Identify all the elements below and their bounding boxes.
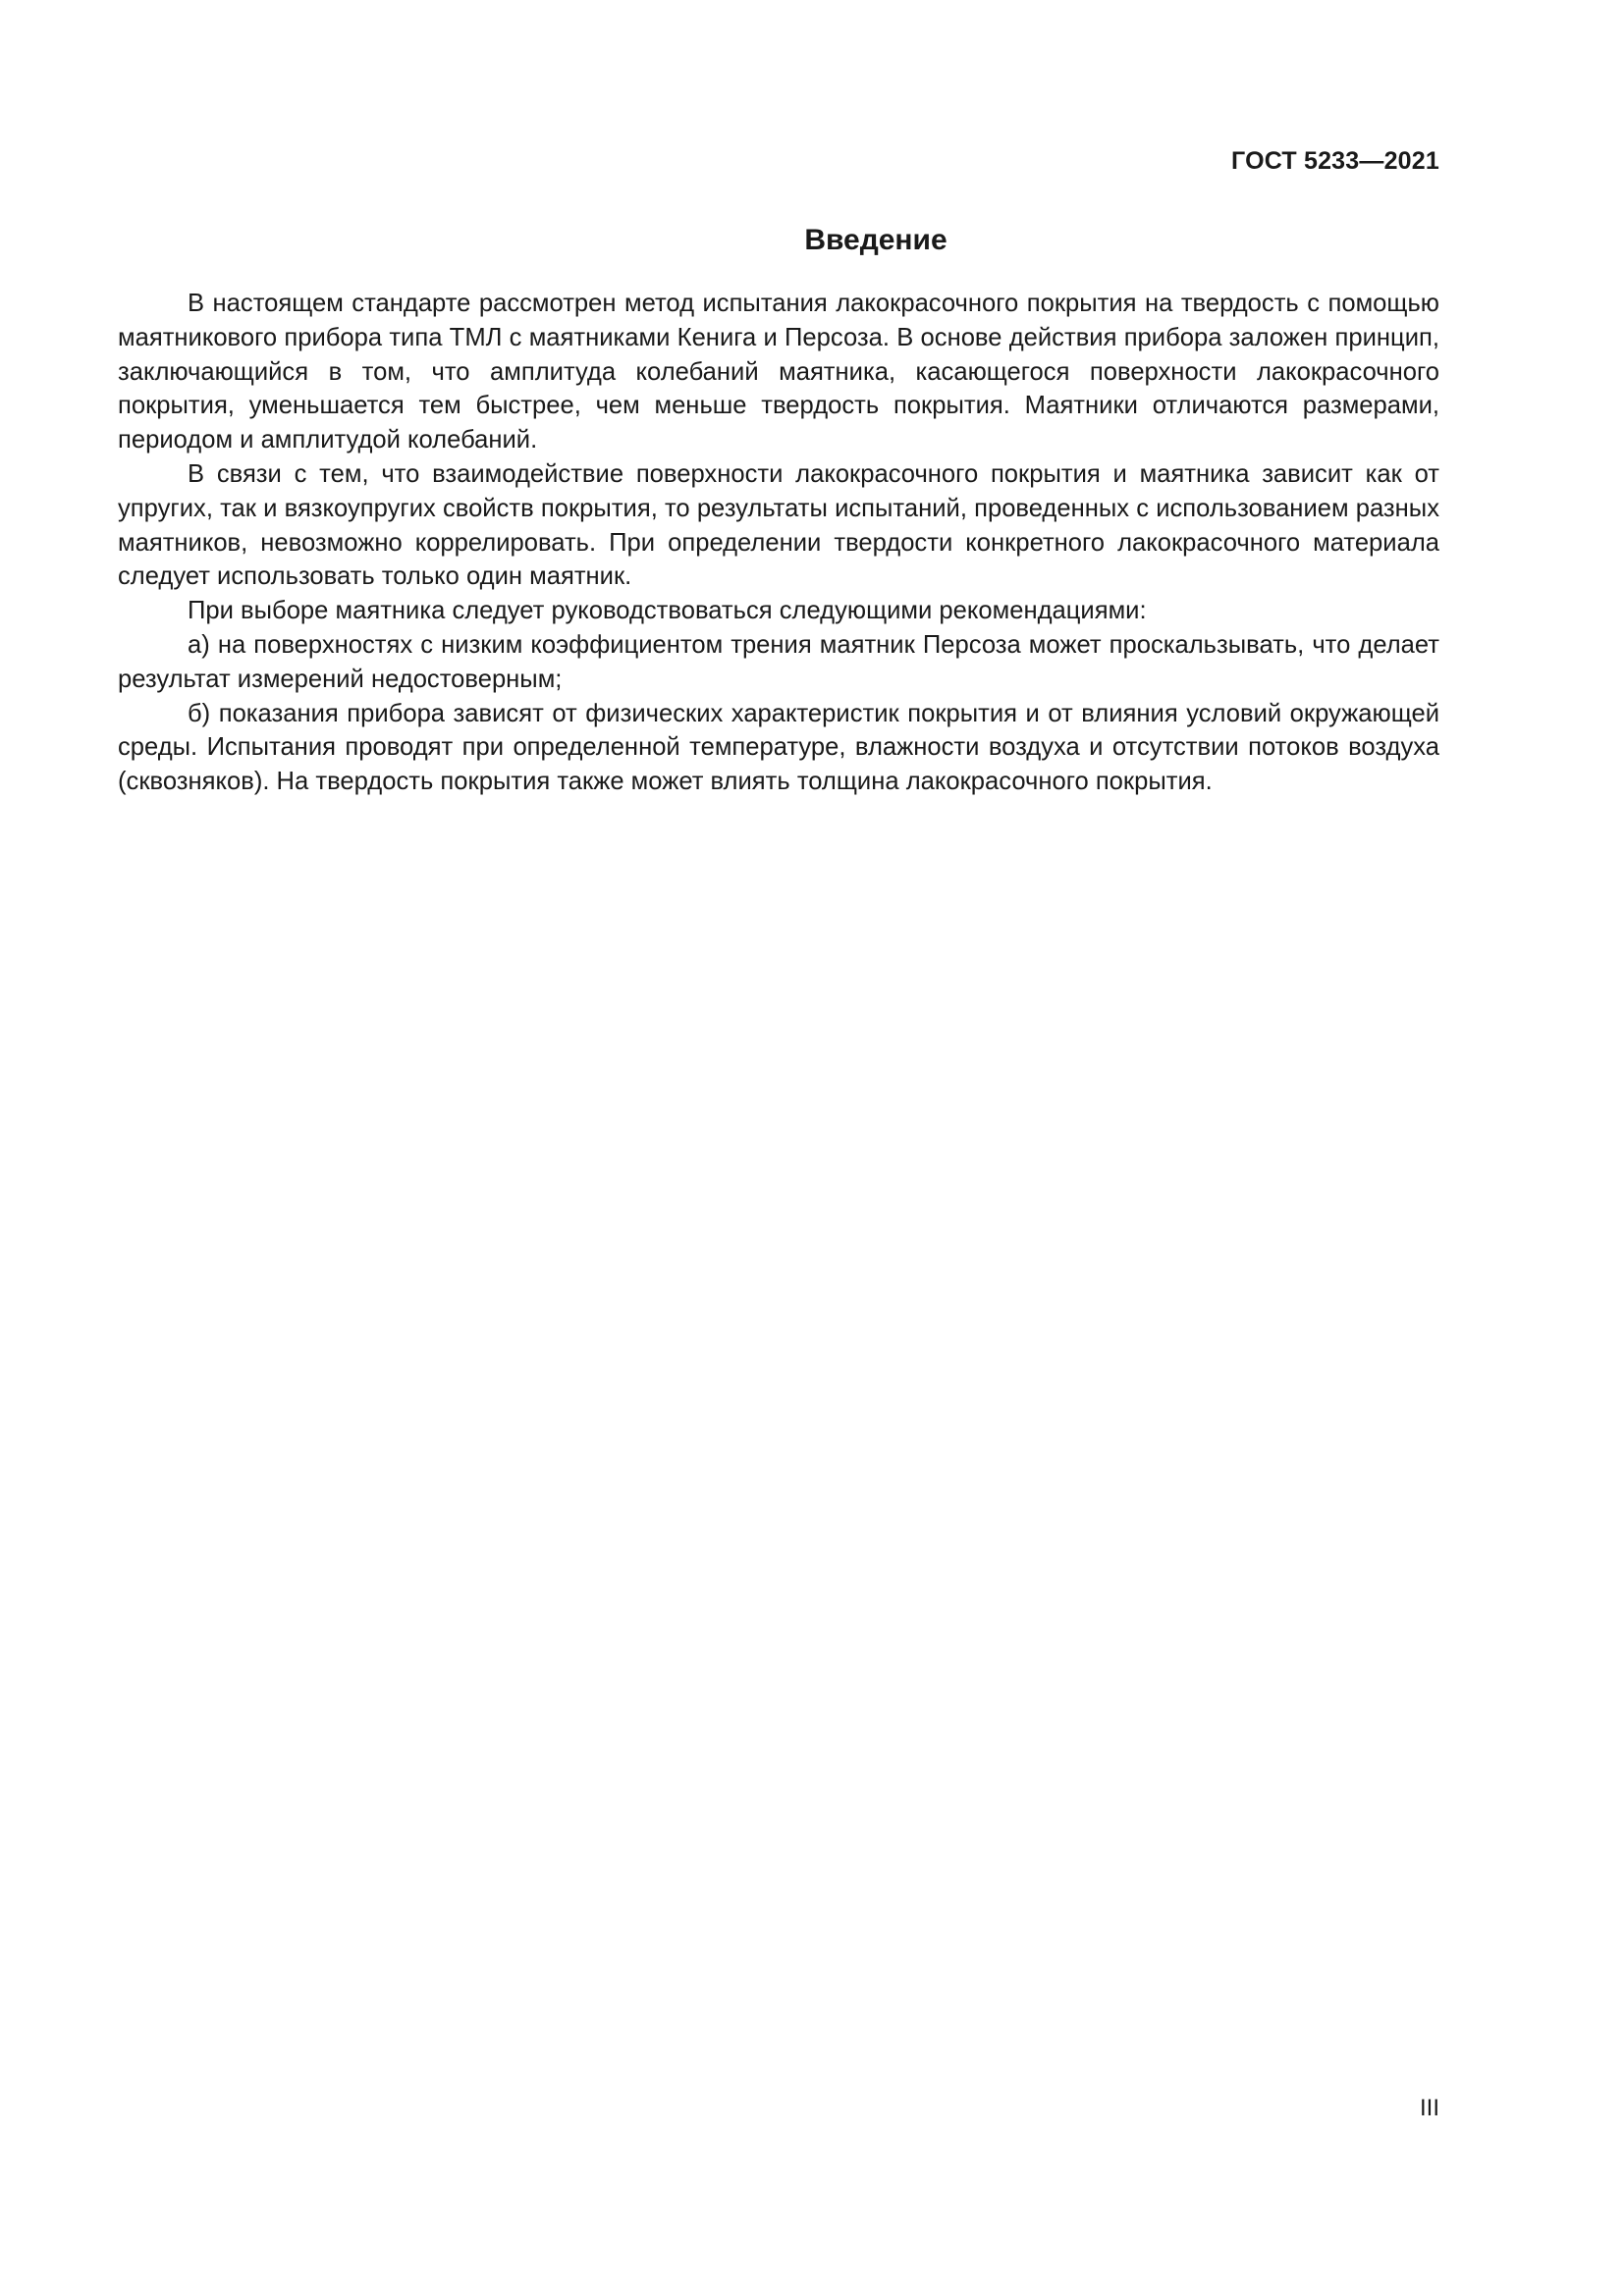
page-number: III — [1419, 2095, 1439, 2121]
paragraph-recommendations-lead: При выборе маятника следует руководствоваться следующими рекомендациями: — [188, 597, 1147, 625]
paragraph-correlation: В связи с тем, что взаимодействие поверхности лакокрасочного покрытия и маятника зависит как от упругих, так и вязкоупругих свойств покрытия, то результаты испытаний, проведенных с использованием разных маятников, невозможно коррелировать. При определении твердости конкретного лакокрасочного материала следует использовать только один маятник. — [118, 459, 1439, 591]
section-title: Введение — [804, 224, 947, 256]
paragraph-intro: В настоящем стандарте рассмотрен метод испытания лакокрасочного покрытия на твердость с помощью маятникового прибора типа ТМЛ с маятниками Кенига и Персоза. В основе действия прибора заложен принцип, заключающийся в том, что амплитуда колебаний маятника, касающегося поверхности лакокрасочного покрытия, уменьшается тем быстрее, чем меньше твердость покрытия. Маятники отличаются размерами, периодом и амплитудой колебаний. — [118, 290, 1439, 454]
body-text — [118, 287, 1439, 799]
paragraph-recommendation-a: а) на поверхностях с низким коэффициентом трения маятник Персоза может проскальзывать, что делает результат измерений недостоверным; — [118, 630, 1439, 693]
standard-code-header: ГОСТ 5233—2021 — [1231, 147, 1439, 175]
paragraph-recommendation-b: б) показания прибора зависят от физических характеристик покрытия и от влияния условий окружающей среды. Испытания проводят при определенной температуре, влажности воздуха и отсутствии потоков воздуха (сквозняков). На твердость покрытия также может влиять толщина лакокрасочного покрытия. — [118, 699, 1439, 796]
